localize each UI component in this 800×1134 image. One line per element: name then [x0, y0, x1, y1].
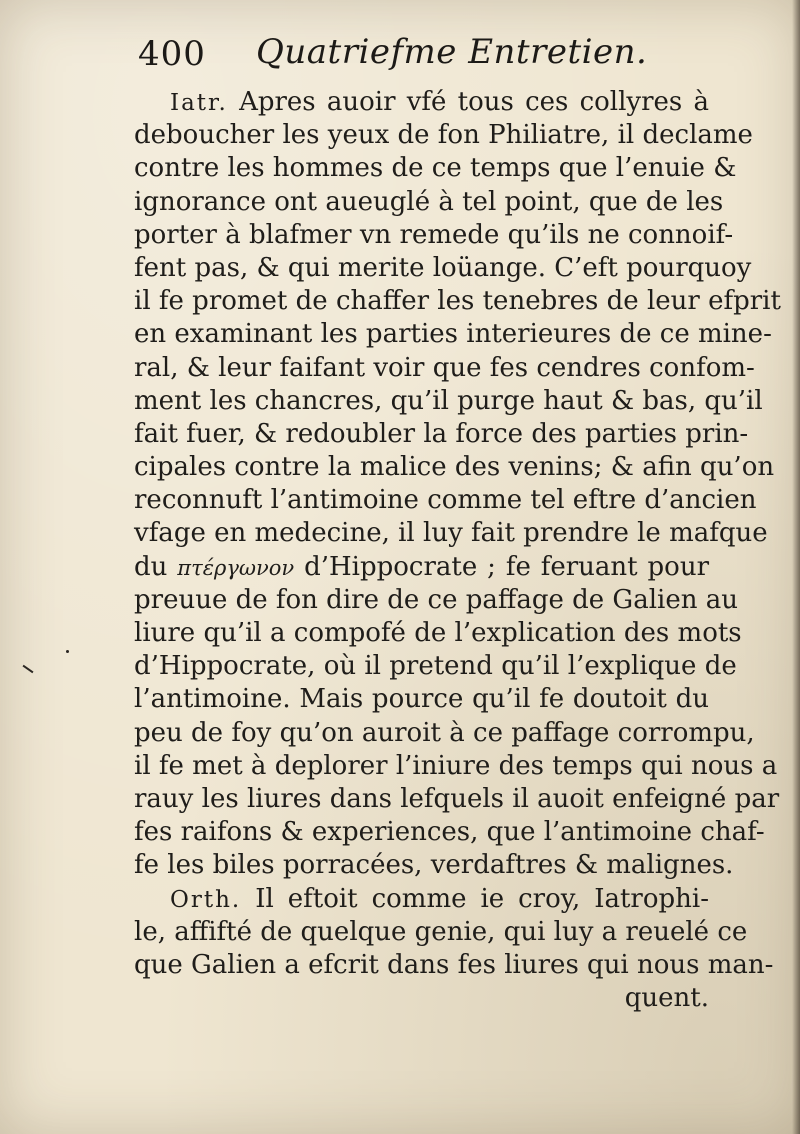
text-line: liure qu’il a compofé de l’explication des mots: [134, 618, 742, 648]
text-line: contre les hommes de ce temps que l’enuie &: [134, 153, 737, 184]
text-line: ral, & leur faifant voir que fes cendres confom-: [134, 352, 755, 383]
text-line: fes raifons & experiences, que l’antimoine chaf-: [134, 817, 765, 848]
line-text: Apres auoir vfé tous ces collyres à: [239, 87, 710, 117]
text-line: fent pas, & qui merite loüange. C’eft pourquoy: [134, 252, 752, 283]
text-line: l’antimoine. Mais pource qu’il fe doutoit du: [134, 684, 709, 715]
page-edge-shadow: [792, 0, 800, 1134]
text-line: ment les chancres, qu’il purge haut & bas, qu’il: [134, 385, 763, 416]
margin-dot: [66, 650, 69, 653]
margin-mark: [23, 665, 34, 674]
text-line: rauy les liures dans lefquels il auoit enfeigné par: [134, 783, 780, 814]
page-number: 400: [138, 34, 206, 74]
text-line: d’Hippocrate, où il pretend qu’il l’explique de: [134, 651, 737, 682]
speaker-label: Orth.: [170, 886, 242, 913]
speaker-label: Iatr.: [170, 90, 228, 116]
text-line: ignorance ont aueuglé à tel point, que de les: [134, 186, 724, 217]
text-line: deboucher les yeux de fon Philiatre, il declame: [134, 120, 753, 151]
running-head: Quatriefme Entretien.: [256, 32, 648, 72]
text-line: peu de foy qu’on auroit à ce paffage corrompu,: [134, 717, 755, 748]
text-line: le, affifté de quelque genie, qui luy a reuelé ce: [134, 916, 748, 947]
text-line: porter à blafmer vn remede qu’ils ne connoif-: [134, 219, 734, 250]
text-line: il fe promet de chaffer les tenebres de leur efprit: [134, 286, 781, 317]
text-line: [134, 86, 709, 119]
greek-word: πτέργωνον: [177, 555, 295, 580]
text-line: reconnuft l’antimoine comme tel eftre d’ancien: [134, 485, 757, 516]
line-text: du: [134, 551, 168, 582]
text-line: vfage en medecine, il luy fait prendre le mafque: [134, 518, 768, 549]
page-header: [138, 26, 738, 86]
line-text: Il eftoit comme ie croy, Iatrophi-: [255, 883, 709, 914]
text-line: que Galien a efcrit dans fes liures qui nous man-: [134, 949, 774, 980]
text-line: fait fuer, & redoubler la force des parties prin-: [134, 418, 749, 449]
text-line: quent.: [624, 983, 709, 1014]
line-text: d’Hippocrate ; fe feruant pour: [304, 551, 709, 582]
text-line: preuue de fon dire de ce paffage de Galien au: [134, 584, 738, 615]
text-line: [134, 883, 709, 916]
text-line: cipales contre la malice des venins; & afin qu’on: [134, 452, 775, 483]
text-line: fe les biles porracées, verdaftres & malignes.: [134, 850, 734, 881]
body-text: [134, 86, 781, 1015]
text-line: en examinant les parties interieures de ce mine-: [134, 319, 772, 350]
text-line: [134, 551, 709, 584]
text-line: il fe met à deplorer l’iniure des temps qui nous a: [134, 750, 778, 781]
